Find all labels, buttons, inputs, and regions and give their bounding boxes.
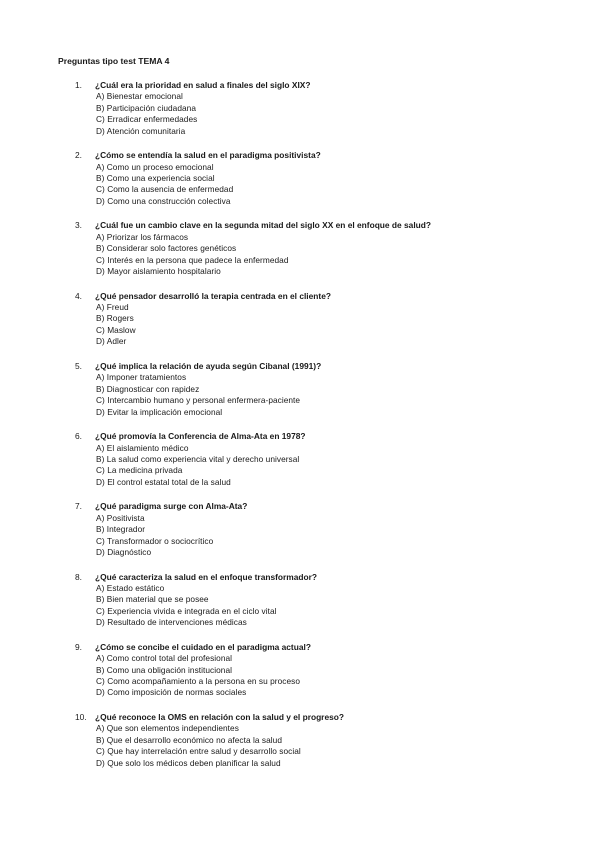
question-number: 8. [75,571,82,582]
answer-option: C) Como la ausencia de enfermedad [96,184,234,195]
answer-option: C) Transformador o sociocrítico [96,535,214,546]
question-item [58,150,540,207]
answer-option: D) Como imposición de normas sociales [96,687,247,698]
question-item [58,501,540,558]
answer-option: C) Interés en la persona que padece la enfermedad [96,254,289,265]
answer-option: D) Resultado de intervenciones médicas [96,617,247,628]
answer-option: B) Bien material que se posee [96,594,209,605]
question-item [58,291,540,348]
question-number: 6. [75,431,82,442]
answer-option: B) Como una experiencia social [96,173,215,184]
question-text: ¿Qué implica la relación de ayuda según Cibanal (1991)? [95,360,322,371]
question-text: ¿Cuál fue un cambio clave en la segunda mitad del siglo XX en el enfoque de salud? [95,220,432,231]
answer-option: B) Rogers [96,313,134,324]
question-list [58,80,540,769]
question-text: ¿Cómo se concibe el cuidado en el paradigma actual? [95,641,311,652]
answer-option: A) Priorizar los fármacos [96,231,189,242]
question-item [58,431,540,488]
question-item [58,572,540,629]
answer-option: A) Que son elementos independientes [96,723,239,734]
question-text: ¿Qué reconoce la OMS en relación con la salud y el progreso? [95,711,344,722]
answer-option: C) Que hay interrelación entre salud y desarrollo social [96,746,301,757]
answer-option: B) Que el desarrollo económico no afecta la salud [96,734,283,745]
answer-option: A) Estado estático [96,582,165,593]
option-list [58,302,540,348]
answer-option: D) Como una construcción colectiva [96,195,231,206]
answer-option: B) La salud como experiencia vital y derecho universal [96,453,300,464]
question-text: ¿Qué promovía la Conferencia de Alma-Ata en 1978? [95,431,306,442]
question-text: ¿Cuál era la prioridad en salud a finales del siglo XIX? [95,80,311,90]
answer-option: C) Maslow [96,324,136,335]
question-number: 1. [75,80,82,90]
answer-option: D) Atención comunitaria [96,125,186,136]
question-number: 9. [75,641,82,652]
document-title: Preguntas tipo test TEMA 4 [58,56,170,66]
question-item [58,642,540,699]
question-item [58,220,540,277]
answer-option: C) Erradicar enfermedades [96,114,198,125]
answer-option: D) Diagnóstico [96,546,152,557]
answer-option: B) Participación ciudadana [96,102,196,113]
answer-option: D) Que solo los médicos deben planificar la salud [96,757,281,768]
answer-option: D) Mayor aislamiento hospitalario [96,266,221,277]
question-text: ¿Qué paradigma surge con Alma-Ata? [95,501,248,512]
question-number: 5. [75,360,82,371]
option-list [58,583,540,629]
answer-option: C) La medicina privada [96,465,183,476]
question-text: ¿Cómo se entendía la salud en el paradigma positivista? [95,150,321,161]
answer-option: A) Como un proceso emocional [96,161,214,172]
option-list [58,232,540,278]
answer-option: C) Experiencia vivida e integrada en el ciclo vital [96,605,277,616]
question-number: 7. [75,501,82,512]
option-list [58,162,540,208]
question-number: 3. [75,220,82,231]
answer-option: A) Imponer tratamientos [96,372,187,383]
answer-option: B) Diagnosticar con rapidez [96,383,200,394]
option-list [58,443,540,489]
answer-option: A) Bienestar emocional [96,91,183,102]
answer-option: D) Adler [96,336,127,347]
answer-option: A) Como control total del profesional [96,653,233,664]
question-text: ¿Qué caracteriza la salud en el enfoque transformador? [95,571,317,582]
answer-option: A) Positivista [96,512,145,523]
answer-option: C) Como acompañamiento a la persona en su proceso [96,675,300,686]
question-text: ¿Qué pensador desarrolló la terapia centrada en el cliente? [95,290,331,301]
question-number: 4. [75,290,82,301]
answer-option: A) El aislamiento médico [96,442,189,453]
answer-option: A) Freud [96,302,129,313]
question-item [58,361,540,418]
question-item [58,80,540,137]
option-list [58,653,540,699]
answer-option: B) Considerar solo factores genéticos [96,243,237,254]
answer-option: B) Como una obligación institucional [96,664,233,675]
answer-option: D) El control estatal total de la salud [96,476,231,487]
option-list [58,372,540,418]
option-list [58,513,540,559]
question-number: 10. [75,711,87,722]
answer-option: C) Intercambio humano y personal enfermera-paciente [96,395,301,406]
question-item [58,712,540,769]
answer-option: D) Evitar la implicación emocional [96,406,223,417]
option-list [58,91,540,137]
option-list [58,723,540,769]
question-number: 2. [75,150,82,161]
answer-option: B) Integrador [96,524,146,535]
